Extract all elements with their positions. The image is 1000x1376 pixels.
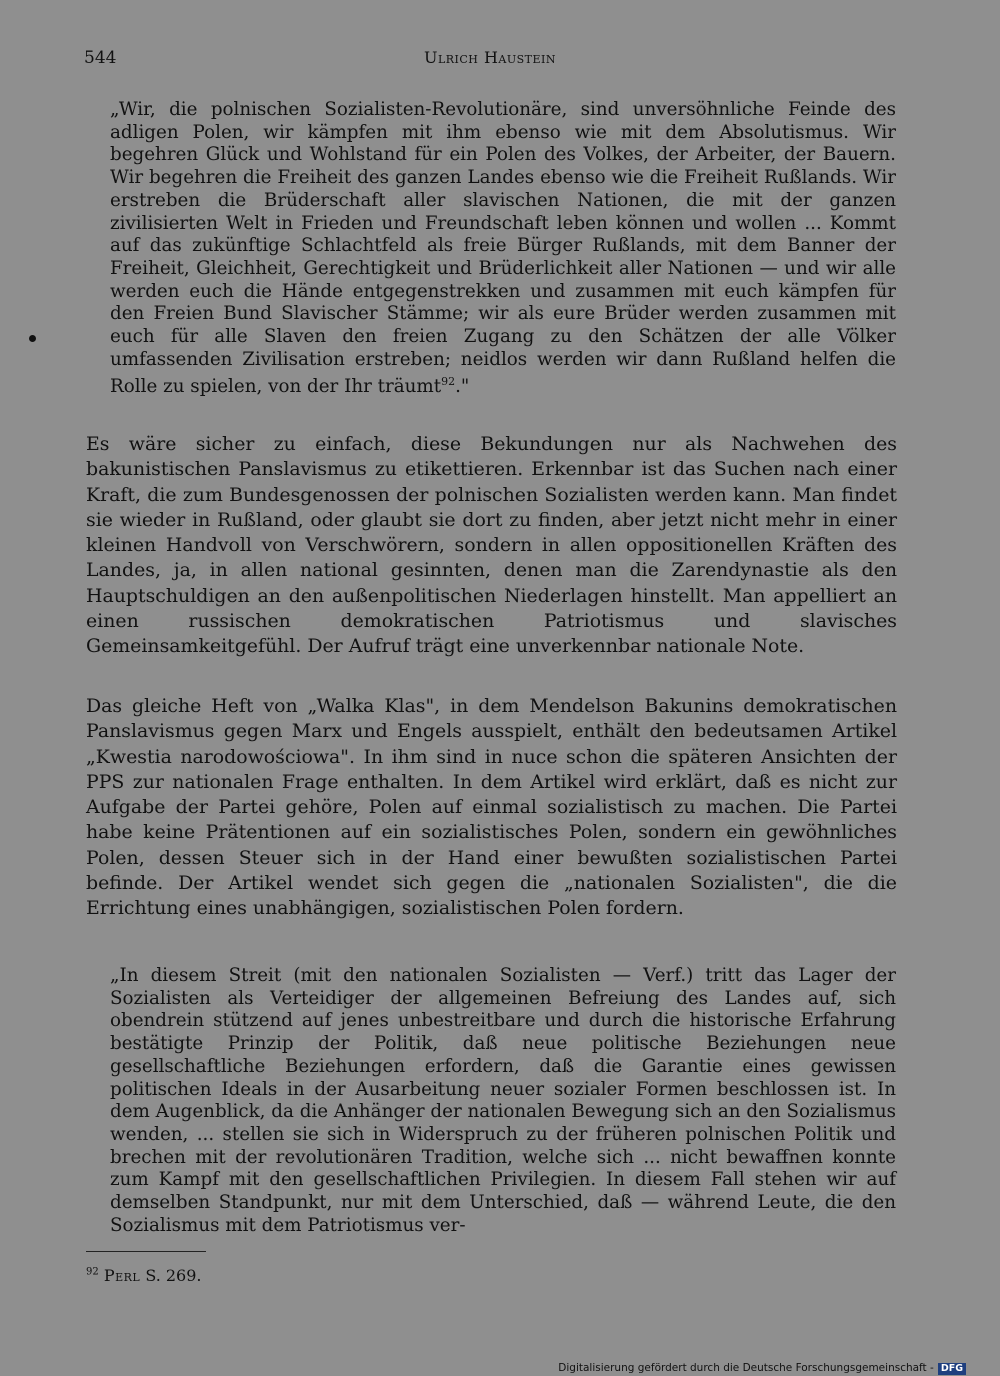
footnote-reference: S. 269. (145, 1266, 202, 1285)
block-quote-1-text: „Wir, die polnischen Sozialisten-Revolutionäre, sind unversöhnliche Feinde des adligen Polen, wir kämpfen mit ihm ebenso wie mit dem Absolutismus. Wir begehren Glück und Wohlstand für ein Polen des Volkes, der Arbeiter, der Bauern. Wir begehren die Freiheit des ganzen Landes ebenso wie die Freiheit Rußlands. Wir erstreben die Brüderschaft aller slavischen Nationen, die mit der ganzen zivilisierten Welt in Frieden und Freundschaft leben können und wollen ... Kommt auf das zukünftige Schlachtfeld als freie Bürger Rußlands, mit dem Banner der Freiheit, Gleichheit, Gerechtigkeit und Brüderlichkeit aller Nationen — und wir alle werden euch die Hände entgegenstrekken und zusammen mit euch kämpfen für den Freien Bund Slavischer Stämme; wir als eure Brüder werden zusammen mit euch für alle Slaven den freien Zugang zu den Schätzen der alle Völker umfassenden Zivilisation erstreben; neidlos werden wir dann Rußland helfen die Rolle zu spielen, von der Ihr träumt (110, 99, 896, 398)
footnote-number: 92 (86, 1266, 99, 1278)
body-paragraph-1: Es wäre sicher zu einfach, diese Bekundungen nur als Nachwehen des bakunistischen Panslavismus zu etikettieren. Erkennbar ist das Suchen nach einer Kraft, die zum Bundesgenossen der polnischen Sozialisten werden kann. Man findet sie wieder in Rußland, oder glaubt sie dort zu finden, aber jetzt nicht mehr in einer kleinen Handvoll von Verschwörern, sondern in allen oppositionellen Kräften des Landes, ja, in allen national gesinnten, denen man die Zarendynastie als den Hauptschuldigen an den außenpolitischen Niederlagen hinstellt. Man appelliert an einen russischen demokratischen Patriotismus und slavisches Gemeinsamkeitgefühl. Der Aufruf trägt eine unverkennbar nationale Note. (86, 433, 897, 658)
block-quote-1 (110, 99, 896, 399)
footnote-92 (86, 1266, 202, 1285)
funding-notice (558, 1362, 966, 1375)
block-quote-1-end: ." (455, 376, 470, 398)
dfg-logo: DFG (938, 1363, 966, 1375)
funding-text: Digitalisierung gefördert durch die Deutsche Forschungsgemeinschaft - (558, 1362, 934, 1374)
footnote-author: Perl (103, 1266, 141, 1285)
page-number: 544 (84, 48, 117, 68)
running-head: Ulrich Haustein (423, 48, 557, 67)
footnote-divider (86, 1251, 206, 1252)
page-header (84, 48, 896, 74)
block-quote-2: „In diesem Streit (mit den nationalen Sozialisten — Verf.) tritt das Lager der Sozialisten als Verteidiger der allgemeinen Befreiung des Landes auf, sich obendrein stützend auf jenes unbestreitbare und durch die historische Erfahrung bestätigte Prinzip der Politik, daß neue politische Beziehungen neue gesellschaftliche Beziehungen erfordern, daß die Garantie eines gewissen politischen Ideals in der Ausarbeitung neuer sozialer Formen beschlossen ist. In dem Augenblick, da die Anhänger der nationalen Bewegung sich an den Sozialismus wenden, ... stellen sie sich in Widerspruch zu der früheren polnischen Politik und brechen mit der revolutionären Tradition, welche sich ... nicht bewaffnen konnte zum Kampf mit den gesellschaftlichen Privilegien. In diesem Fall stehen wir auf demselben Standpunkt, nur mit dem Unterschied, daß — während Leute, die den Sozialismus mit dem Patriotismus ver- (110, 965, 896, 1236)
body-paragraph-2: Das gleiche Heft von „Walka Klas", in dem Mendelson Bakunins demokratischen Panslavismus gegen Marx und Engels ausspielt, enthält den bedeutsamen Artikel „Kwestia narodowościowa". In ihm sind in nuce schon die späteren Ansichten der PPS zur nationalen Frage enthalten. In dem Artikel wird erklärt, daß es nicht zur Aufgabe der Partei gehöre, Polen auf einmal sozialistisch zu machen. Die Partei habe keine Prätentionen auf ein sozialistisches Polen, sondern ein gewöhnliches Polen, dessen Steuer sich in der Hand einer bewußten sozialistischen Partei befinde. Der Artikel wendet sich gegen die „nationalen Sozialisten", die die Errichtung eines unabhängigen, sozialistischen Polen fordern. (86, 695, 897, 920)
margin-dot-mark (29, 335, 36, 342)
footnote-ref-92: 92 (441, 375, 456, 389)
